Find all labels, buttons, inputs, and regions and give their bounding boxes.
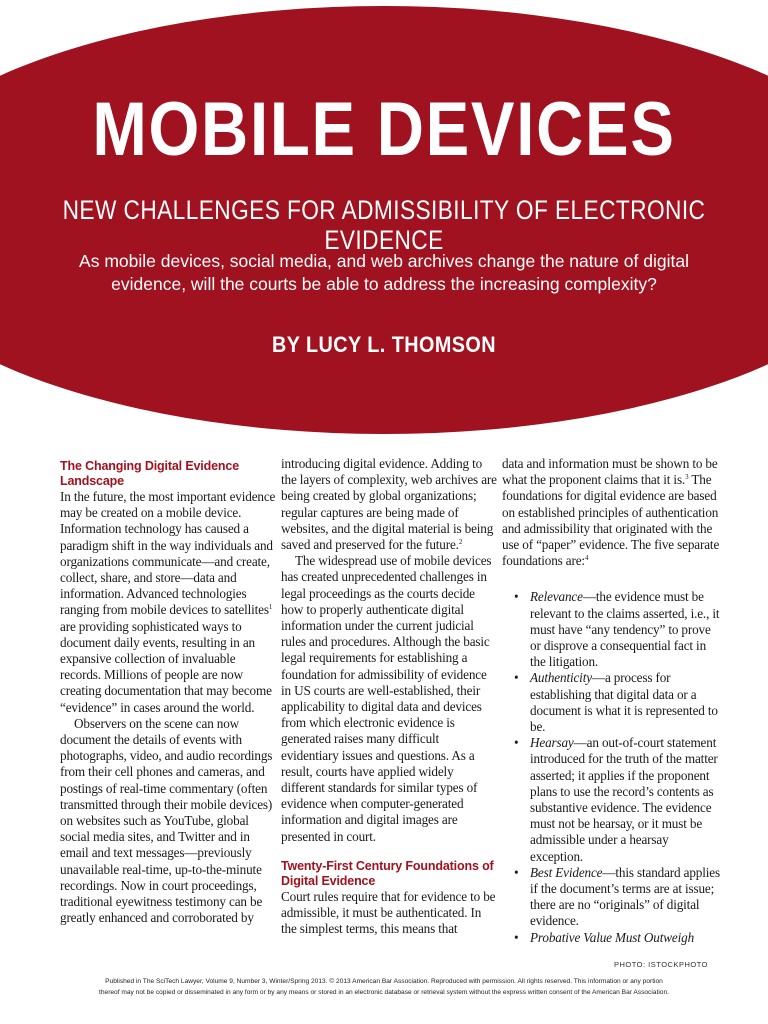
paragraph-text: In the future, the most important evidence may be created on a mobile device. Information technology has caused a paradigm shift in the way individuals and organizations communicate—and create, collect, share, and store—data and information. Advanced technologies ranging from mobile devices to satellites [60,489,276,618]
list-item-text: —a process for establishing that digital data or a document is what it is represented to be. [530,670,718,735]
list-item-term: Authenticity [530,670,592,686]
section-heading-foundations: Twenty-First Century Foundations of Digital Evidence [281,858,494,888]
column-2 [281,456,499,937]
list-item-term: Hearsay [530,735,574,751]
paragraph: The widespread use of mobile devices has created unprecedented challenges in legal proceedings as the courts decide how to properly authenticate digital information under the current judicial rules and procedures. Although the basic legal requirements for establishing a foundation for admissibility of evidence in US courts are well-established, their applicability to digital data and devices from which electronic evidence is generated raises many difficult evidentiary issues and questions. As a result, courts have applied widely different standards for similar types of evidence when computer-generated information and digital images are presented in court. [281,553,492,844]
list-item [530,670,720,735]
list-item-term: Relevance [530,589,583,605]
paragraph: Court rules require that for evidence to be admissible, it must be authenticated. In the simplest terms, this means that [281,888,496,937]
paragraph [60,489,278,716]
article-subtitle: NEW CHALLENGES FOR ADMISSIBILITY OF ELECTRONIC EVIDENCE [62,195,706,255]
list-item-term: Probative Value Must Outweigh [530,929,695,945]
paragraph-text: are providing sophisticated ways to document daily events, resulting in an expansive collection of invaluable records. Millions of people are now creating documentation that may become “evidence” in cases around the world. [60,618,272,715]
foundations-list [502,589,720,945]
paragraph-text: introducing digital evidence. Adding to the layers of complexity, web archives are being created by global organizations; regular captures are being made of websites, and the digital material is being saved and preserved for the future. [281,456,497,553]
footnote-ref: 1 [268,603,273,612]
paragraph [502,456,720,569]
footnote-ref: 2 [458,538,463,547]
paragraph [281,456,499,553]
footnote-ref: 3 [685,473,689,482]
list-item-text: —this standard applies if the document’s terms are at issue; there are no “originals” of digital evidence. [530,864,720,929]
paragraph-text: data and information must be shown to be what the proponent claims that it is. [502,456,718,488]
list-item-term: Best Evidence [530,864,603,880]
article-byline: BY LUCY L. THOMSON [271,332,497,357]
section-heading-landscape: The Changing Digital Evidence Landscape [60,459,240,488]
copyright-line: Published in The SciTech Lawyer, Volume 9, Number 3, Winter/Spring 2013. © 2013 American Bar Association. Reproduced with permission. All rights reserved. This information or any portion [105,978,663,985]
copyright-line: thereof may not be copied or disseminated in any form or by any means or stored in an electronic database or retrieval system without the express written consent of the American Bar Association. [99,989,669,996]
paragraph-text: The foundations for digital evidence are based on established principles of authentication and admissibility that originated with the use of “paper” evidence. The five separate foundations are: [502,472,720,569]
article-deck: As mobile devices, social media, and web archives change the nature of digital evidence, will the courts be able to address the increasing complexity? [79,251,689,295]
list-item-text: —the evidence must be relevant to the claims asserted, i.e., it must have “any tendency” to prove or disprove a consequential fact in the litigation. [530,589,720,670]
list-item [530,930,720,946]
paragraph: Observers on the scene can now document the details of events with photographs, video, and audio recordings from their cell phones and cameras, and postings of real-time commentary (often transmitted through their mobile devices) on websites such as YouTube, global social media sites, and Twitter and in email and text messages—previously unavailable real-time, up-to-the-minute recordings. Now in court proceedings, traditional eyewitness testimony can be greatly enhanced and corroborated by [60,715,273,926]
copyright-notice [20,976,748,998]
list-item [530,735,720,865]
footnote-ref: 4 [584,554,589,563]
article-title: MOBILE DEVICES [92,87,676,172]
list-item [530,589,720,670]
column-3 [502,456,720,946]
list-item-text: —an out-of-court statement introduced for the truth of the matter asserted; it applies if the proponent plans to use the record’s contents as substantive evidence. The evidence must not be hearsay, or it must be admissible under a hearsay exception. [530,735,718,864]
list-item [530,865,720,930]
photo-credit: PHOTO: ISTOCKPHOTO [613,960,708,969]
column-1 [60,456,278,926]
